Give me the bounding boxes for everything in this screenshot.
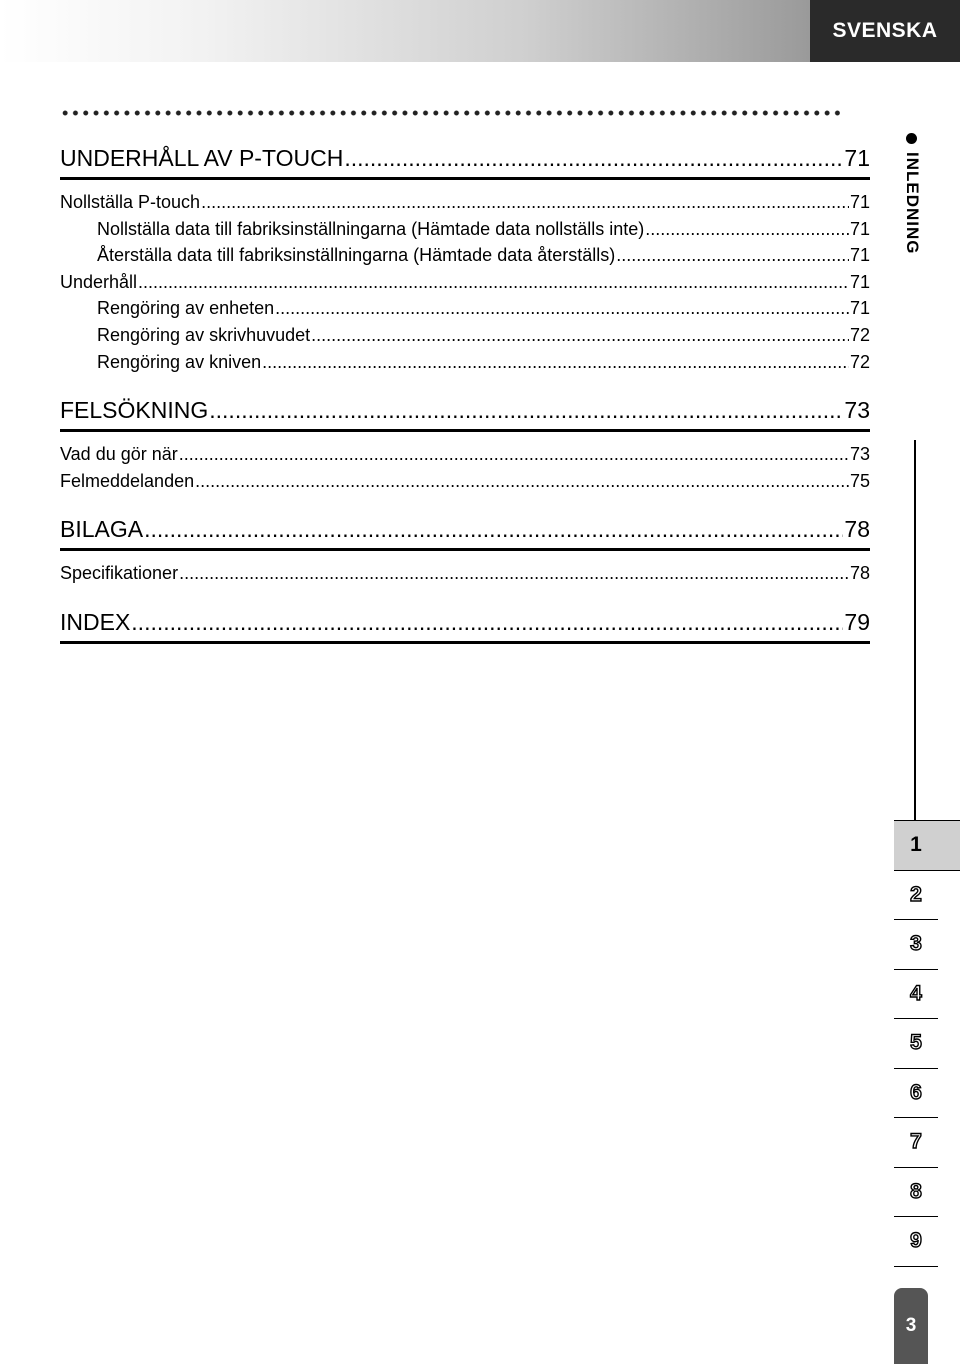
chapter-tab-number: 1 bbox=[910, 833, 922, 857]
toc-page-number: 79 bbox=[844, 608, 870, 635]
toc-entry-row[interactable] bbox=[60, 349, 870, 376]
toc-leader-dots bbox=[275, 295, 849, 322]
chapter-tab-5[interactable] bbox=[894, 1019, 938, 1069]
chapter-tab-number: 5 bbox=[910, 1031, 922, 1055]
toc-leader-dots bbox=[201, 189, 849, 216]
chapter-tab-6[interactable] bbox=[894, 1069, 938, 1119]
chapter-tab-1[interactable] bbox=[894, 820, 960, 871]
chapter-tab-4[interactable] bbox=[894, 970, 938, 1020]
toc-leader-dots bbox=[195, 468, 849, 495]
toc-entry-row[interactable] bbox=[60, 441, 870, 468]
toc-entry-row[interactable] bbox=[60, 216, 870, 243]
toc-leader-dots bbox=[262, 349, 849, 376]
toc-title: Vad du gör när bbox=[60, 444, 178, 465]
toc-page-number: 71 bbox=[849, 192, 870, 212]
toc-title: BILAGA bbox=[60, 516, 144, 543]
toc-title: Underhåll bbox=[60, 271, 138, 292]
toc-page-number: 71 bbox=[844, 145, 870, 171]
toc-title: Nollställa P-touch bbox=[60, 192, 201, 212]
toc-page-number: 71 bbox=[849, 245, 870, 266]
toc-entry-row[interactable] bbox=[60, 468, 870, 495]
toc-title: Rengöring av enheten bbox=[97, 298, 275, 319]
toc-title: Återställa data till fabriksinställningarna (Hämtade data återställs) bbox=[97, 245, 616, 266]
chapter-tab-9[interactable] bbox=[894, 1217, 938, 1267]
toc-leader-dots bbox=[209, 392, 843, 429]
toc-title: Rengöring av skrivhuvudet bbox=[97, 324, 311, 345]
toc-leader-dots bbox=[179, 560, 849, 587]
chapter-tabs bbox=[894, 820, 960, 1267]
toc-entry-row[interactable] bbox=[60, 269, 870, 296]
side-vertical-rule bbox=[914, 440, 916, 820]
toc-title: FELSÖKNING bbox=[60, 397, 209, 424]
toc-entry-row[interactable] bbox=[60, 189, 870, 216]
header-gradient-bar bbox=[0, 0, 810, 62]
toc-page-number: 71 bbox=[849, 298, 870, 319]
toc-leader-dots bbox=[179, 441, 849, 468]
toc-page-number: 72 bbox=[849, 324, 870, 345]
chapter-tab-8[interactable] bbox=[894, 1168, 938, 1218]
page-number: 3 bbox=[894, 1288, 928, 1364]
toc-entry-row[interactable] bbox=[60, 242, 870, 269]
toc-page-number: 71 bbox=[849, 218, 870, 239]
toc-entry-row[interactable] bbox=[60, 560, 870, 587]
toc-title: Specifikationer bbox=[60, 563, 179, 584]
toc-page-number: 78 bbox=[844, 516, 870, 543]
toc-title: Rengöring av kniven bbox=[97, 351, 262, 372]
toc-title: UNDERHÅLL AV P-TOUCH bbox=[60, 145, 344, 171]
chapter-tab-3[interactable] bbox=[894, 920, 938, 970]
toc-chapter-row[interactable] bbox=[60, 140, 870, 180]
chapter-tab-2[interactable] bbox=[894, 871, 938, 921]
toc-title: Felmeddelanden bbox=[60, 470, 195, 491]
toc-page-number: 73 bbox=[849, 444, 870, 465]
dotted-divider bbox=[60, 106, 840, 120]
chapter-tab-number: 3 bbox=[910, 932, 922, 956]
chapter-tab-number: 9 bbox=[910, 1229, 922, 1253]
toc-entry-row[interactable] bbox=[60, 322, 870, 349]
toc-page-number: 71 bbox=[849, 271, 870, 292]
section-label: INLEDNING bbox=[903, 152, 922, 255]
toc-leader-dots bbox=[138, 269, 849, 296]
language-tab: SVENSKA bbox=[810, 0, 960, 62]
toc-chapter-row[interactable] bbox=[60, 392, 870, 432]
chapter-tab-number: 6 bbox=[910, 1080, 922, 1104]
toc-page-number: 75 bbox=[849, 470, 870, 491]
toc-page-number: 72 bbox=[849, 351, 870, 372]
toc-title: Nollställa data till fabriksinställningarna (Hämtade data nollställs inte) bbox=[97, 218, 645, 239]
toc-leader-dots bbox=[131, 604, 843, 641]
chapter-tab-7[interactable] bbox=[894, 1118, 938, 1168]
toc-leader-dots bbox=[144, 511, 843, 548]
toc-leader-dots bbox=[311, 322, 849, 349]
chapter-tab-number: 2 bbox=[910, 882, 922, 906]
table-of-contents bbox=[60, 140, 870, 653]
toc-page-number: 78 bbox=[849, 563, 870, 584]
toc-leader-dots bbox=[616, 242, 849, 269]
toc-page-number: 73 bbox=[844, 397, 870, 424]
chapter-tab-number: 7 bbox=[910, 1130, 922, 1154]
chapter-tab-number: 4 bbox=[910, 981, 922, 1005]
chapter-tab-number: 8 bbox=[910, 1179, 922, 1203]
toc-leader-dots bbox=[344, 140, 843, 177]
toc-leader-dots bbox=[645, 216, 849, 243]
section-bullet-icon bbox=[906, 133, 917, 144]
toc-title: INDEX bbox=[60, 608, 131, 635]
toc-chapter-row[interactable] bbox=[60, 604, 870, 644]
toc-entry-row[interactable] bbox=[60, 295, 870, 322]
toc-chapter-row[interactable] bbox=[60, 511, 870, 551]
